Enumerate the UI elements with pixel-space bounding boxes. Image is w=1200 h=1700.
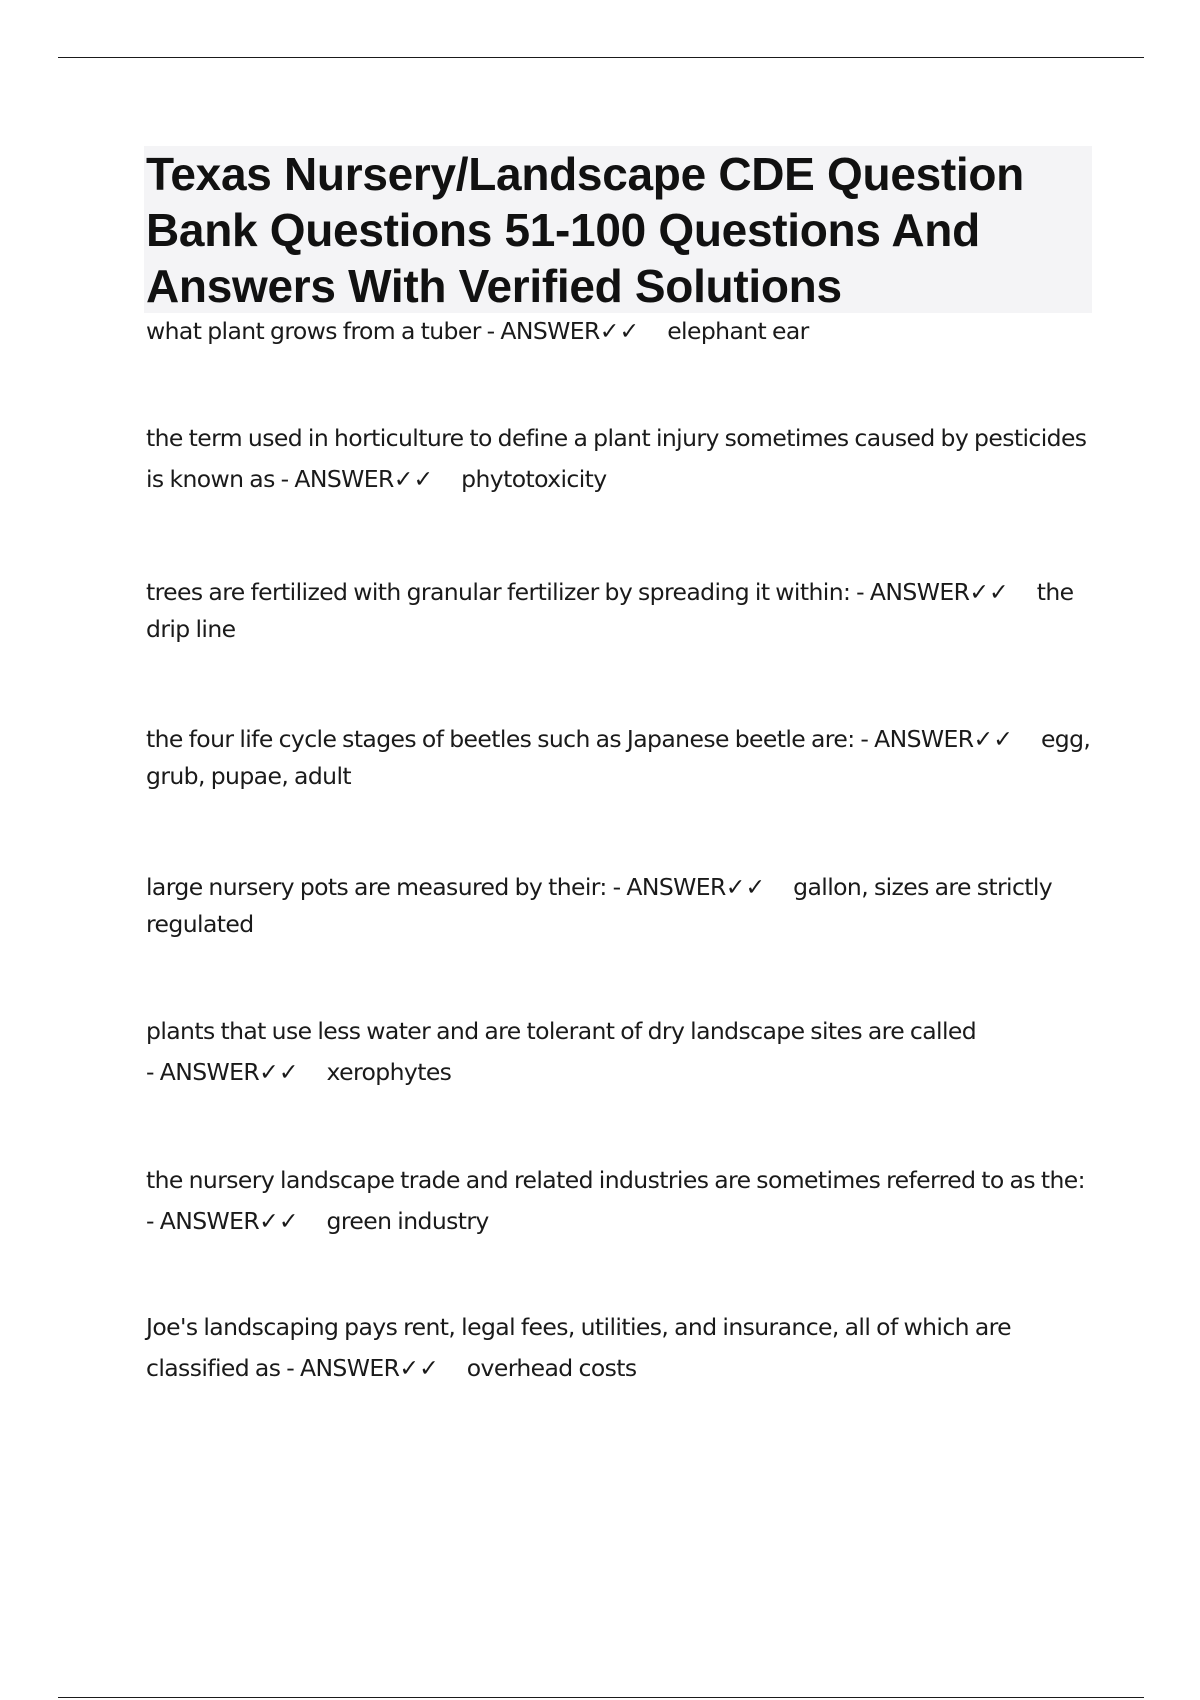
question-text: trees are fertilized with granular fertilizer by spreading it within: [146, 578, 851, 606]
check-icon: ✓✓ [969, 578, 1009, 606]
answer-marker: - ANSWER✓✓ [146, 1207, 299, 1235]
check-icon: ✓✓ [399, 1354, 439, 1382]
qa-item-7 [146, 1160, 1101, 1242]
answer-text: egg, grub, pupae, adult [146, 725, 1091, 790]
check-icon: ✓✓ [599, 317, 640, 345]
answer-text: xerophytes [326, 1058, 452, 1086]
check-icon: ✓✓ [973, 725, 1013, 753]
qa-item-1 [146, 311, 1101, 352]
question-text: what plant grows from a tuber [146, 317, 481, 345]
footer-rule [58, 1697, 1144, 1698]
answer-text: green industry [326, 1207, 489, 1235]
question-text: the nursery landscape trade and related industries are sometimes referred to as the: [146, 1166, 1085, 1194]
qa-item-8 [146, 1307, 1101, 1389]
answer-text: elephant ear [667, 317, 809, 345]
answer-marker: - ANSWER✓✓ [480, 317, 640, 345]
check-icon: ✓✓ [259, 1058, 299, 1086]
answer-text: overhead costs [466, 1354, 637, 1382]
answer-marker: - ANSWER✓✓ [146, 1058, 299, 1086]
qa-item-5 [146, 869, 1101, 943]
answer-marker: - ANSWER✓✓ [280, 1354, 439, 1382]
qa-item-4 [146, 721, 1101, 795]
question-text: large nursery pots are measured by their: [146, 873, 607, 901]
qa-item-2 [146, 418, 1101, 500]
answer-text: the drip line [146, 578, 1074, 643]
answer-text: phytotoxicity [461, 465, 607, 493]
header-rule [58, 57, 1144, 58]
answer-text: gallon, sizes are strictly regulated [146, 873, 1053, 938]
document-title: Texas Nursery/Landscape CDE Question Bank Questions 51-100 Questions And Answers With Verified Solutions [146, 148, 1024, 312]
question-text: Joe's landscaping pays rent, legal fees, utilities, and insurance, all of which are classified as [146, 1313, 1012, 1382]
qa-item-6 [146, 1011, 1101, 1093]
question-text: the four life cycle stages of beetles such as Japanese beetle are: [146, 725, 855, 753]
qa-item-3 [146, 574, 1101, 648]
answer-marker: - ANSWER✓✓ [274, 465, 434, 493]
check-icon: ✓✓ [393, 465, 434, 493]
answer-marker: - ANSWER✓✓ [854, 725, 1013, 753]
answer-marker: - ANSWER✓✓ [850, 578, 1009, 606]
answer-marker: - ANSWER✓✓ [606, 873, 766, 901]
check-icon: ✓✓ [259, 1207, 299, 1235]
check-icon: ✓✓ [725, 873, 766, 901]
question-text: the term used in horticulture to define a plant injury sometimes caused by pesticides is known as [146, 424, 1087, 493]
question-text: plants that use less water and are tolerant of dry landscape sites are called [146, 1017, 977, 1045]
